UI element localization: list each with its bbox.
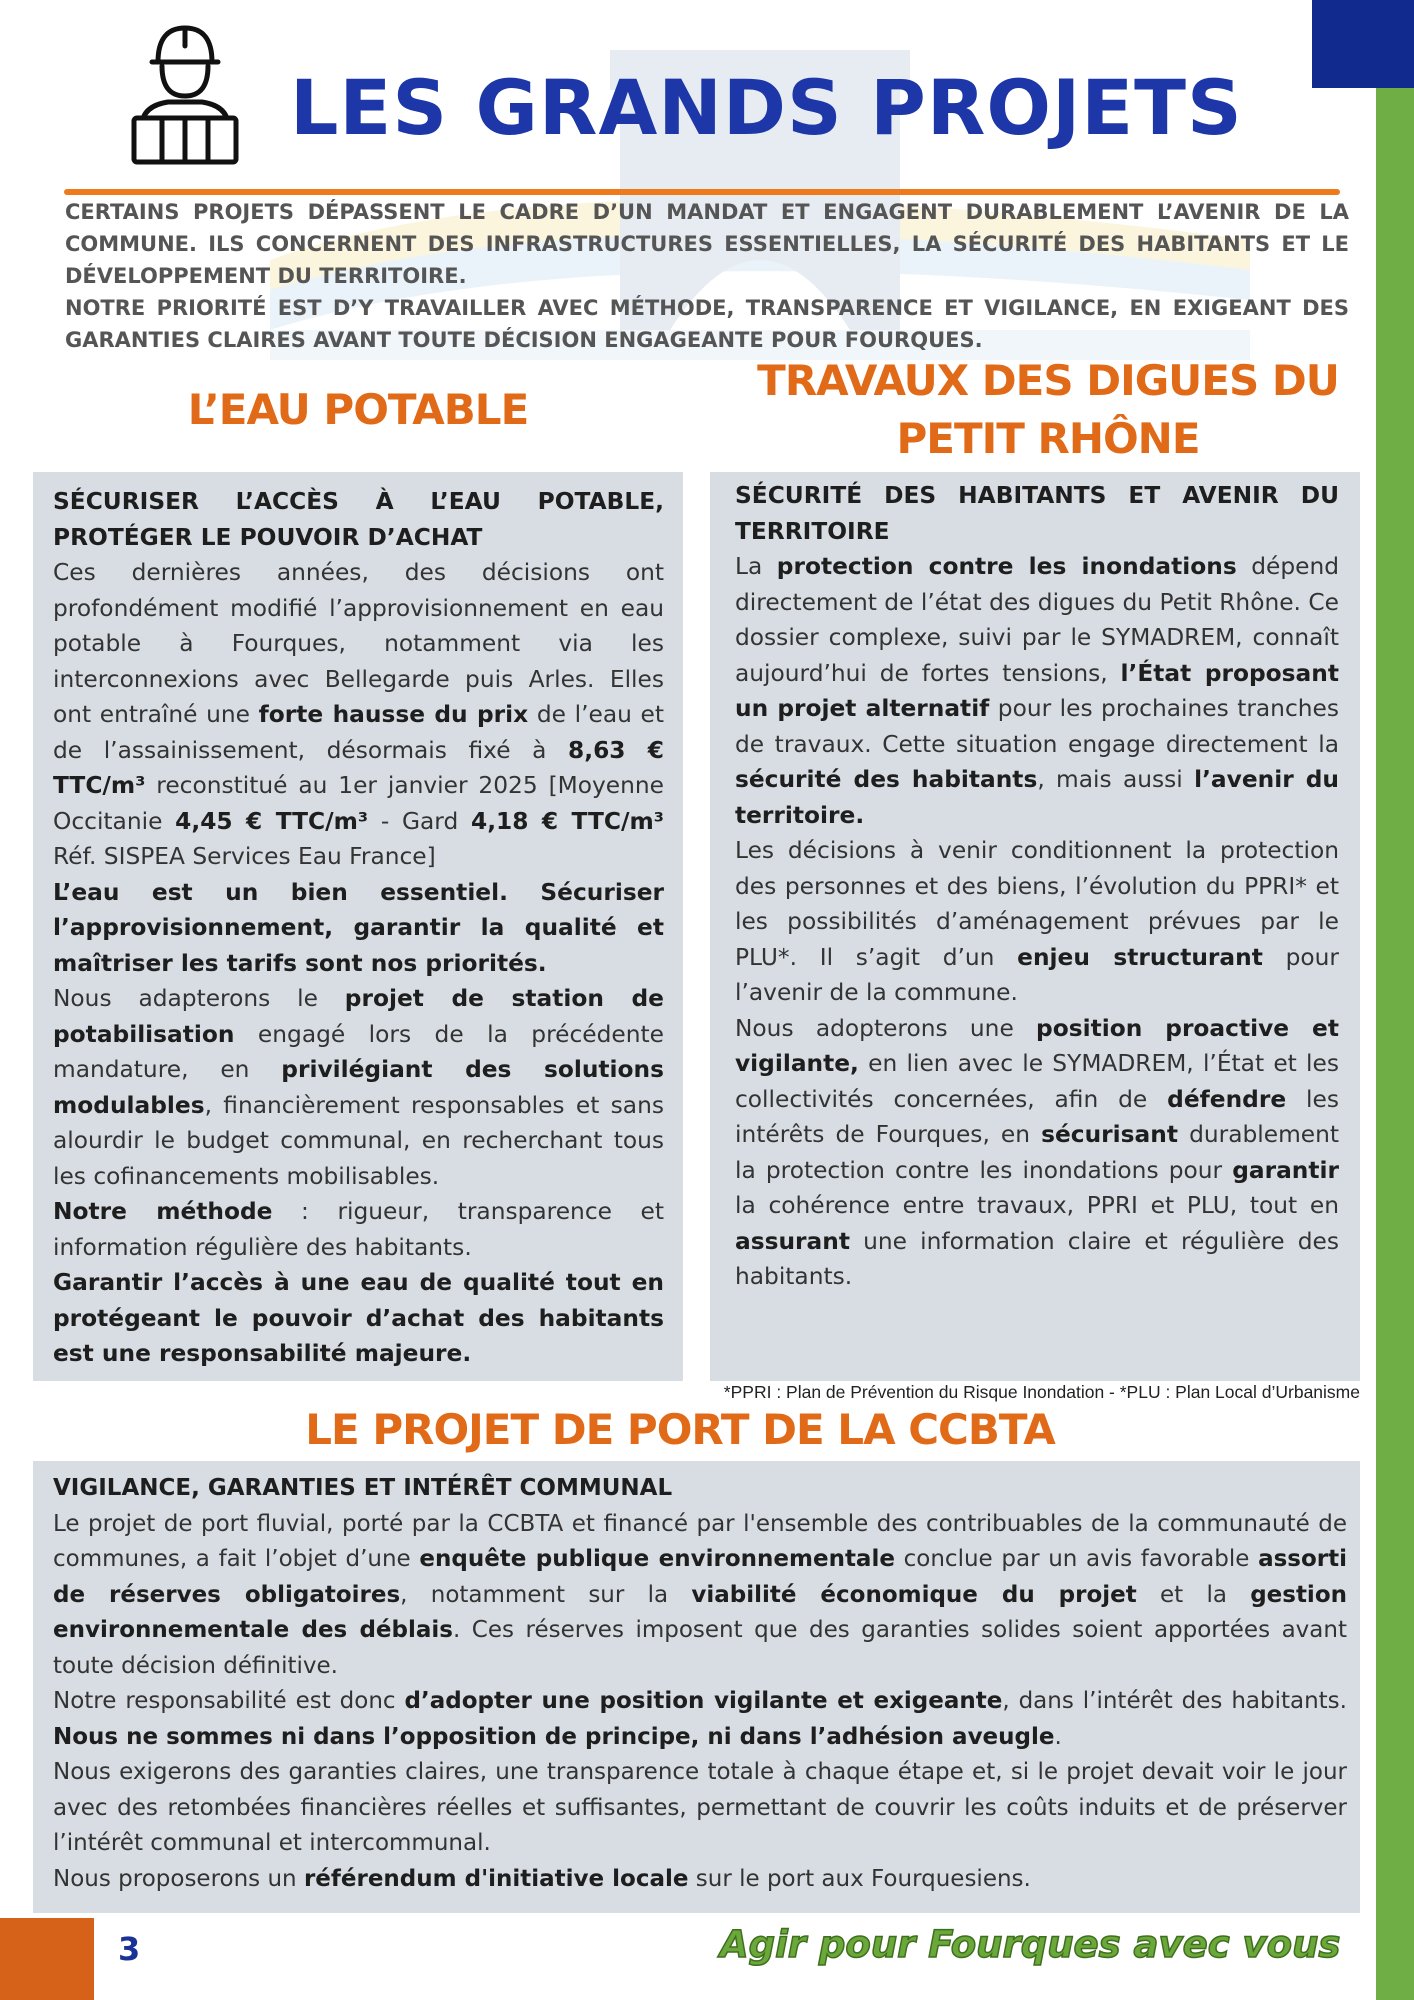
panel-port-text bbox=[53, 1471, 1347, 1897]
intro-paragraph: CERTAINS PROJETS DÉPASSENT LE CADRE D’UN MANDAT ET ENGAGENT DURABLEMENT L’AVENIR DE LA COMMUNE. ILS CONCERNENT DES INFRASTRUCTURES ESSENTIELLES, LA SÉCURITÉ DES HABITANTS ET LE DÉVELOPPEMENT DU TERRITOIRE. bbox=[65, 200, 1349, 288]
paragraph: Notre méthode : rigueur, transparence et information régulière des habitants. bbox=[53, 1198, 664, 1261]
footnote: *PPRI : Plan de Prévention du Risque Inondation - *PLU : Plan Local d’Urbanisme bbox=[723, 1382, 1360, 1402]
paragraph: Ces dernières années, des décisions ont profondément modifié l’approvisionnement en eau potable à Fourques, notamment via les interconnexions avec Bellegarde puis Arles. Elles ont entraîné une forte hausse du prix de l’eau et de l’assainissement, désormais fixé à 8,63 € TTC/m³ reconstitué au 1er janvier 2025 [Moyenne Occitanie 4,45 € TTC/m³ - Gard 4,18 € TTC/m³ Réf. SISPEA Services Eau France] bbox=[53, 559, 665, 870]
intro-paragraph: NOTRE PRIORITÉ EST D’Y TRAVAILLER AVEC MÉTHODE, TRANSPARENCE ET VIGILANCE, EN EXIGEANT DES GARANTIES CLAIRES AVANT TOUTE DÉCISION ENGAGEANTE POUR FOURQUES. bbox=[65, 296, 1349, 352]
construction-worker-icon bbox=[128, 22, 242, 172]
panel-port bbox=[33, 1461, 1360, 1913]
panel-digues-text bbox=[735, 478, 1339, 1295]
paragraph: Le projet de port fluvial, porté par la CCBTA et financé par l'ensemble des contribuables de la communauté de communes, a fait l’objet d’une enquête publique environnementale conclue par un avis favorable assorti de réserves obligatoires, notamment sur la viabilité économique du projet et la gestion environnementale des déblais. Ces réserves imposent que des garanties solides soient apportées avant toute décision définitive. bbox=[53, 1510, 1347, 1679]
corner-block-orange bbox=[0, 1918, 94, 2000]
panel-subhead: SÉCURITÉ DES HABITANTS ET AVENIR DU TERRITOIRE bbox=[735, 482, 1339, 545]
page-title: LES GRANDS PROJETS bbox=[290, 63, 1243, 152]
title-divider bbox=[64, 189, 1340, 195]
paragraph: Nous adopterons une position proactive et vigilante, en lien avec le SYMADREM, l’État et les collectivités concernées, afin de défendre les intérêts de Fourques, en sécurisant durablement la protection contre les inondations pour garantir la cohérence entre travaux, PPRI et PLU, tout en assurant une information claire et régulière des habitants. bbox=[735, 1014, 1339, 1290]
corner-block-blue bbox=[1312, 0, 1414, 88]
paragraph: L’eau est un bien essentiel. Sécuriser l’approvisionnement, garantir la qualité et maîtriser les tarifs sont nos priorités. bbox=[53, 878, 664, 977]
section-title-port: LE PROJET DE PORT DE LA CCBTA bbox=[305, 1405, 1055, 1454]
page-number: 3 bbox=[118, 1930, 141, 1968]
paragraph: Nous adapterons le projet de station de potabilisation engagé lors de la précédente mandature, en privilégiant des solutions modulables, financièrement responsables et sans alourdir le budget communal, en recherchant tous les cofinancements mobilisables. bbox=[53, 985, 664, 1190]
intro-text bbox=[65, 196, 1349, 356]
paragraph: La protection contre les inondations dépend directement de l’état des digues du Petit Rhône. Ce dossier complexe, suivi par le SYMADREM, connaît aujourd’hui de fortes tensions, l’État proposant un projet alternatif pour les prochaines tranches de travaux. Cette situation engage directement la sécurité des habitants, mais aussi l’avenir du territoire. bbox=[735, 553, 1339, 829]
footer-slogan: Agir pour Fourques avec vous bbox=[720, 1923, 1341, 1966]
panel-eau-text bbox=[53, 484, 664, 1372]
panel-subhead: SÉCURISER L’ACCÈS À L’EAU POTABLE, PROTÉGER LE POUVOIR D’ACHAT bbox=[53, 488, 664, 551]
paragraph: Garantir l’accès à une eau de qualité tout en protégeant le pouvoir d’achat des habitants est une responsabilité majeure. bbox=[53, 1269, 664, 1367]
section-title-eau: L’EAU POTABLE bbox=[187, 385, 529, 434]
section-title-digues: TRAVAUX DES DIGUES DU PETIT RHÔNE bbox=[757, 356, 1339, 463]
panel-digues bbox=[710, 472, 1360, 1381]
paragraph: Nous exigerons des garanties claires, une transparence totale à chaque étape et, si le projet devait voir le jour avec des retombées financières réelles et suffisantes, permettant de couvrir les coûts induits et de préserver l’intérêt communal et intercommunal. bbox=[53, 1759, 1347, 1856]
panel-eau-potable bbox=[33, 472, 683, 1381]
paragraph: Nous proposerons un référendum d'initiative locale sur le port aux Fourquesiens. bbox=[53, 1865, 1031, 1892]
paragraph: Les décisions à venir conditionnent la protection des personnes et des biens, l’évolution du PPRI* et les possibilités d’aménagement prévues par le PLU*. Il s’agit d’un enjeu structurant pour l’avenir de la commune. bbox=[735, 837, 1339, 1006]
paragraph: Notre responsabilité est donc d’adopter une position vigilante et exigeante, dans l’intérêt des habitants. Nous ne sommes ni dans l’opposition de principe, ni dans l’adhésion aveugle. bbox=[53, 1688, 1347, 1750]
panel-subhead: VIGILANCE, GARANTIES ET INTÉRÊT COMMUNAL bbox=[53, 1475, 673, 1501]
